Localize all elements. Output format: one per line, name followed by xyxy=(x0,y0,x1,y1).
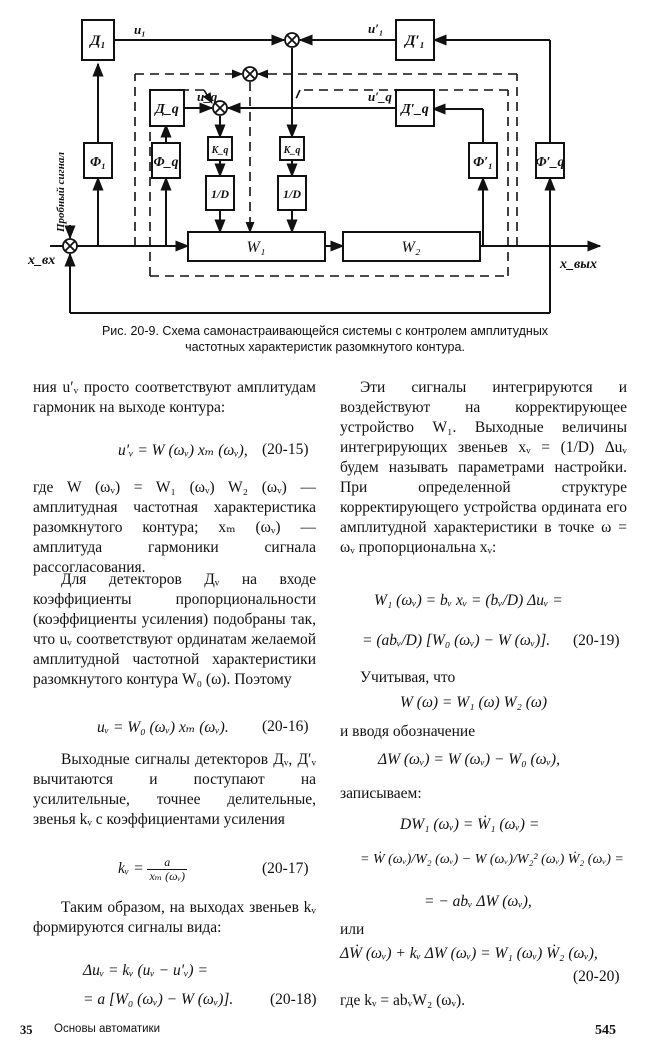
label-f1-prime: Φ′₁ xyxy=(473,155,493,170)
label-d1-prime: Д′₁ xyxy=(405,33,425,49)
signal-u1: u₁ xyxy=(134,22,146,37)
label-w2: W₂ xyxy=(401,239,421,256)
signal-u1-prime: u′₁ xyxy=(368,21,384,36)
formula-20-18-line-2: = a [W₀ (ωᵥ) − W (ωᵥ)]. xyxy=(83,991,234,1008)
block-diagram xyxy=(0,0,650,320)
formula-derivative-line-1: DW₁ (ωᵥ) = Ẇ₁ (ωᵥ) = xyxy=(400,816,540,833)
right-paragraph-5: или xyxy=(340,921,365,938)
left-paragraph-2: где W (ωᵥ) = W₁ (ωᵥ) W₂ (ωᵥ) — амплитудная частотная характеристика разомкнутого контура; xₘ (ωᵥ) — амплитуда гармоники сигнала рассогласования. xyxy=(33,479,316,576)
formula-20-20: ΔẆ (ωᵥ) + kᵥ ΔW (ωᵥ) = W₁ (ωᵥ) Ẇ₂ (ωᵥ), xyxy=(340,945,598,962)
right-paragraph-1: Эти сигналы интегрируются и воздействуют на корректирующее устройство W₁. Выходные величины интегрирующих звеньев xᵥ = (1/D) Δuᵥ будем называть параметрами настройки. При определенной структуре корректирующего устройства ордината его амплитудной характеристики в точке ω = ωᵥ пропорциональна xᵥ: xyxy=(340,379,627,556)
equation-number-20-15: (20-15) xyxy=(262,441,309,458)
label-w1: W₁ xyxy=(246,239,266,256)
left-paragraph-5: Таким образом, на выходах звеньев kᵥ формируются сигналы вида: xyxy=(33,899,316,936)
formula-w-product: W (ω) = W₁ (ω) W₂ (ω) xyxy=(400,694,548,711)
formula-derivative-line-2: = Ẇ (ωᵥ)/W₂ (ωᵥ) − W (ωᵥ)/W₂² (ωᵥ) Ẇ₂ (ωᵥ) = xyxy=(360,852,624,867)
label-integrator-2: 1/D xyxy=(283,187,301,201)
equation-number-20-16: (20-16) xyxy=(262,718,309,735)
label-fq: Φ_q xyxy=(153,155,179,170)
comparator-u1 xyxy=(285,33,299,47)
caption-line-2: частотных характеристик разомкнутого контура. xyxy=(185,340,465,354)
equation-number-20-18: (20-18) xyxy=(270,991,317,1008)
signal-x-out: x_вых xyxy=(560,257,597,272)
formula-20-16: uᵥ = W₀ (ωᵥ) xₘ (ωᵥ). xyxy=(97,719,229,736)
signal-probe: Пробный сигнал xyxy=(55,152,67,232)
equation-number-20-19: (20-19) xyxy=(573,632,620,649)
footer-signature-number: 35 xyxy=(20,1023,33,1037)
comparator-dashed xyxy=(243,67,257,81)
figure-caption xyxy=(60,323,590,355)
formula-20-15: u′ᵥ = W (ωᵥ) xₘ (ωᵥ), xyxy=(118,442,248,459)
label-kq-1: K_q xyxy=(211,145,229,156)
label-d1: Д₁ xyxy=(90,33,106,49)
formula-20-19-line-2: = (abᵥ/D) [W₀ (ωᵥ) − W (ωᵥ)]. xyxy=(362,632,551,649)
label-fq-prime: Φ′_q xyxy=(535,155,565,170)
formula-20-18-line-1: Δuᵥ = kᵥ (uᵥ − u′ᵥ) = xyxy=(83,962,208,979)
formula-derivative-line-3: = − abᵥ ΔW (ωᵥ), xyxy=(424,893,532,910)
label-kq-2: K_q xyxy=(283,145,301,156)
label-dq-prime: Д′_q xyxy=(401,102,429,117)
formula-delta-w: ΔW (ωᵥ) = W (ωᵥ) − W₀ (ωᵥ), xyxy=(378,751,560,768)
formula-20-19-line-1: W₁ (ωᵥ) = bᵥ xᵥ = (bᵥ/D) Δuᵥ = xyxy=(374,592,563,609)
signal-x-in: x_вх xyxy=(28,253,56,268)
label-integrator-1: 1/D xyxy=(211,187,229,201)
right-paragraph-6: где kᵥ = abᵥW₂ (ωᵥ). xyxy=(340,992,466,1009)
summing-junction-input xyxy=(63,239,77,253)
left-paragraph-3: Для детекторов Дᵥ на входе коэффициенты пропорциональности (коэффициенты усиления) подобраны так, что uᵥ соответствуют ординатам желаемой амплитудной частотной характеристики разомкнутого контура W₀ (ω). Поэтому xyxy=(33,571,316,688)
right-paragraph-2: Учитывая, что xyxy=(360,669,456,686)
page-number: 545 xyxy=(595,1023,616,1038)
footer-signature-title: Основы автоматики xyxy=(54,1023,160,1035)
signal-uq-prime: u′_q xyxy=(368,89,392,104)
label-dq: Д_q xyxy=(155,102,179,117)
formula-20-17-denominator: xₘ (ωᵥ) xyxy=(149,869,185,883)
right-paragraph-4: записываем: xyxy=(340,785,422,802)
equation-number-20-17: (20-17) xyxy=(262,860,309,877)
right-paragraph-3: и вводя обозначение xyxy=(340,723,476,740)
formula-20-17 xyxy=(118,856,187,883)
left-paragraph-4: Выходные сигналы детекторов Дᵥ, Д′ᵥ вычитаются и поступают на усилительные, точнее делительные, звенья kᵥ с коэффициентами усиления xyxy=(33,751,316,828)
left-paragraph-1: ния u′ᵥ просто соответствуют амплитудам гармоник на выходе контура: xyxy=(33,379,316,416)
caption-line-1: Рис. 20-9. Схема самонастраивающейся системы с контролем амплитудных xyxy=(101,324,549,338)
label-f1: Φ₁ xyxy=(90,155,106,170)
signal-uq: u_q xyxy=(197,89,218,104)
equation-number-20-20: (20-20) xyxy=(573,968,620,985)
formula-20-17-fraction xyxy=(147,856,187,883)
formula-20-17-lhs: kᵥ = xyxy=(118,860,144,878)
formula-20-17-numerator: a xyxy=(147,856,187,870)
